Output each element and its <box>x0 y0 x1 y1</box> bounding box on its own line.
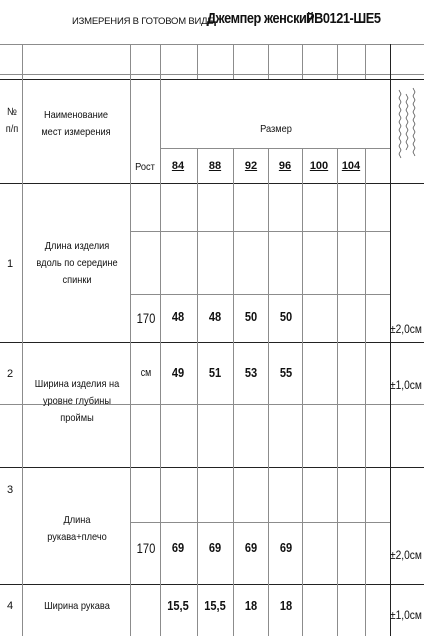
row-tolerance: ±2,0см <box>390 548 422 562</box>
row-tolerance: ±2,0см <box>390 322 422 336</box>
row-name: Длина рукава+плечо <box>47 514 107 543</box>
row-value: 69 <box>208 540 222 555</box>
row-value: 69 <box>279 540 293 555</box>
grid-line <box>130 522 390 523</box>
row-value: 50 <box>279 309 293 324</box>
grid-line <box>337 148 338 636</box>
grid-line <box>302 148 303 636</box>
header-subtitle: ИЗМЕРЕНИЯ В ГОТОВОМ ВИДЕ <box>72 16 214 27</box>
grid-line <box>160 148 390 149</box>
grid-line <box>365 44 366 79</box>
header-article: РВ0121-ШЕ5 <box>306 10 381 27</box>
grid-line <box>0 342 424 343</box>
row-value: 50 <box>244 309 258 324</box>
row-tolerance: ±1,0см <box>390 608 422 622</box>
size-label: 96 <box>278 160 292 172</box>
grid-line <box>233 148 234 636</box>
header-name: Наименование мест измерения <box>41 109 111 138</box>
header-sizes: Размер <box>260 123 292 135</box>
row-value: 51 <box>208 365 222 380</box>
grid-line <box>130 44 131 636</box>
grid-line <box>197 148 198 636</box>
row-value: 18 <box>279 598 293 613</box>
grid-line <box>365 148 366 636</box>
row-number: 2 <box>6 368 14 380</box>
row-number: 1 <box>6 258 14 270</box>
row-value: 48 <box>208 309 222 324</box>
header-num: № п/п <box>5 106 19 135</box>
grid-line <box>22 44 23 636</box>
grid-line <box>0 44 424 45</box>
row-rost: 170 <box>136 310 156 326</box>
row-value: 15,5 <box>167 598 189 613</box>
grid-line <box>160 44 161 636</box>
header-product: Джемпер женский <box>207 10 314 27</box>
grid-line <box>268 44 269 79</box>
grid-line <box>0 79 424 80</box>
grid-line <box>130 231 390 232</box>
row-value: 55 <box>279 365 293 380</box>
grid-line <box>0 467 424 468</box>
row-number: 4 <box>6 600 14 612</box>
row-name: Ширина изделия на уровне глубины проймы <box>34 378 120 424</box>
row-value: 53 <box>244 365 258 380</box>
size-label: 84 <box>171 160 185 172</box>
grid-line <box>337 44 338 79</box>
grid-line <box>233 44 234 79</box>
grid-line <box>0 74 424 75</box>
row-value: 69 <box>171 540 185 555</box>
row-rost: см <box>140 367 152 379</box>
row-value: 18 <box>244 598 258 613</box>
row-name: Длина изделия вдоль по середине спинки <box>36 240 118 286</box>
row-number: 3 <box>6 484 14 496</box>
size-label: 100 <box>309 160 329 172</box>
grid-line <box>0 183 424 184</box>
row-value: 49 <box>171 365 185 380</box>
grid-line <box>130 294 390 295</box>
size-label: 92 <box>244 160 258 172</box>
grid-line <box>302 44 303 79</box>
stamp-mark <box>395 84 419 174</box>
size-label: 88 <box>208 160 222 172</box>
row-value: 69 <box>244 540 258 555</box>
size-label: 104 <box>341 160 361 172</box>
grid-line <box>0 584 424 585</box>
row-value: 48 <box>171 309 185 324</box>
grid-line <box>268 148 269 636</box>
row-tolerance: ±1,0см <box>390 378 422 392</box>
grid-line <box>197 44 198 79</box>
header-rost: Рост <box>135 161 155 173</box>
row-rost: 170 <box>136 540 156 556</box>
row-value: 15,5 <box>204 598 226 613</box>
row-name: Ширина рукава <box>44 600 110 612</box>
sheet-header <box>0 0 424 44</box>
